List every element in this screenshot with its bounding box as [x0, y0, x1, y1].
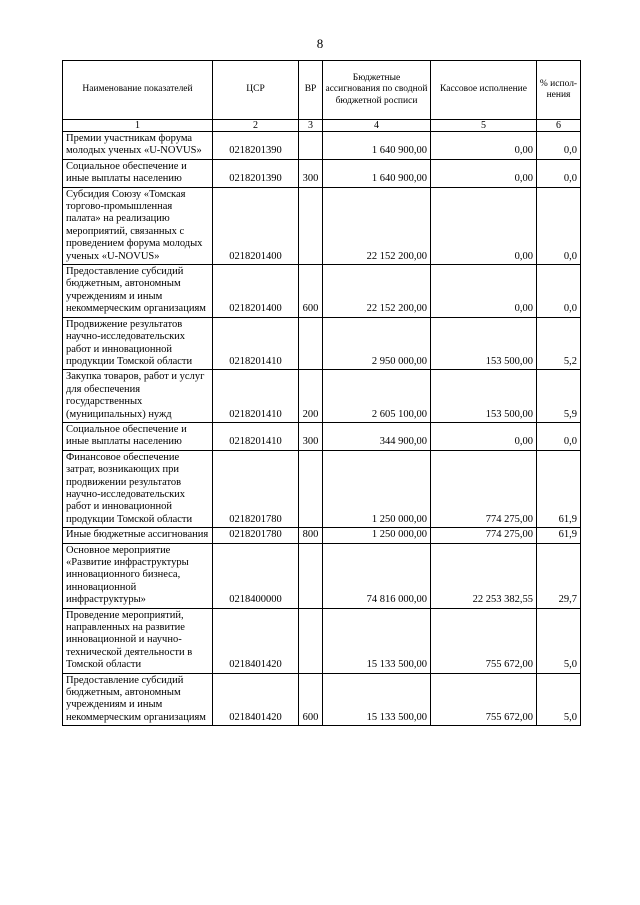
row-budget-cell: 15 133 500,00 — [323, 608, 431, 673]
column-number: 3 — [299, 120, 323, 132]
table-row — [63, 608, 581, 673]
row-budget-cell: 22 152 200,00 — [323, 187, 431, 264]
row-vr-cell: 600 — [299, 673, 323, 726]
column-number: 5 — [431, 120, 537, 132]
row-csr-cell: 0218201390 — [213, 132, 299, 160]
column-number: 6 — [537, 120, 581, 132]
row-vr-cell — [299, 132, 323, 160]
row-budget-cell: 74 816 000,00 — [323, 543, 431, 608]
column-number-row — [63, 120, 581, 132]
row-percent-cell: 61,9 — [537, 528, 581, 543]
header-csr: ЦСР — [213, 61, 299, 120]
table-row — [63, 132, 581, 160]
row-name-cell: Предоставление субсидий бюджетным, автономным учреждениям и иным некоммерческим организациям — [63, 265, 213, 318]
column-number: 2 — [213, 120, 299, 132]
row-csr-cell: 0218201410 — [213, 317, 299, 370]
row-budget-cell: 344 900,00 — [323, 422, 431, 450]
row-name-cell: Проведение мероприятий, направленных на развитие инновационной и научно-технической деятельности в Томской области — [63, 608, 213, 673]
table-row — [63, 159, 581, 187]
row-budget-cell: 1 250 000,00 — [323, 528, 431, 543]
row-csr-cell: 0218201400 — [213, 187, 299, 264]
table-row — [63, 317, 581, 370]
row-vr-cell — [299, 187, 323, 264]
table-row — [63, 422, 581, 450]
row-csr-cell: 0218201400 — [213, 265, 299, 318]
row-cash-cell: 0,00 — [431, 187, 537, 264]
row-budget-cell: 2 950 000,00 — [323, 317, 431, 370]
row-csr-cell: 0218201780 — [213, 450, 299, 527]
row-percent-cell: 0,0 — [537, 132, 581, 160]
column-number: 1 — [63, 120, 213, 132]
row-cash-cell: 153 500,00 — [431, 370, 537, 423]
header-vr: ВР — [299, 61, 323, 120]
row-csr-cell: 0218201780 — [213, 528, 299, 543]
row-csr-cell: 0218400000 — [213, 543, 299, 608]
table-row — [63, 265, 581, 318]
row-percent-cell: 5,0 — [537, 673, 581, 726]
row-percent-cell: 61,9 — [537, 450, 581, 527]
row-percent-cell: 29,7 — [537, 543, 581, 608]
table-row — [63, 543, 581, 608]
row-cash-cell: 0,00 — [431, 132, 537, 160]
header-cash: Кассовое исполнение — [431, 61, 537, 120]
column-number: 4 — [323, 120, 431, 132]
row-cash-cell: 774 275,00 — [431, 450, 537, 527]
row-percent-cell: 0,0 — [537, 265, 581, 318]
table-row — [63, 450, 581, 527]
header-name: Наименование показателей — [63, 61, 213, 120]
row-percent-cell: 5,2 — [537, 317, 581, 370]
header-budget: Бюджетные ассигнования по сводной бюджетной росписи — [323, 61, 431, 120]
row-cash-cell: 153 500,00 — [431, 317, 537, 370]
budget-execution-table — [62, 60, 581, 726]
row-cash-cell: 755 672,00 — [431, 673, 537, 726]
row-percent-cell: 0,0 — [537, 159, 581, 187]
row-name-cell: Субсидия Союзу «Томская торгово-промышленная палата» на реализацию мероприятий, связанных с проведением форума молодых ученых «U-NOVUS» — [63, 187, 213, 264]
row-vr-cell: 300 — [299, 422, 323, 450]
row-name-cell: Премии участникам форума молодых ученых «U-NOVUS» — [63, 132, 213, 160]
row-name-cell: Основное мероприятие «Развитие инфраструктуры инновационного бизнеса, инновационной инфраструктуры» — [63, 543, 213, 608]
row-name-cell: Иные бюджетные ассигнования — [63, 528, 213, 543]
page-number: 8 — [316, 36, 324, 51]
table-row — [63, 528, 581, 543]
row-csr-cell: 0218201390 — [213, 159, 299, 187]
row-cash-cell: 0,00 — [431, 159, 537, 187]
row-name-cell: Финансовое обеспечение затрат, возникающих при продвижении результатов научно-исследовательских работ и инновационной продукции Томской области — [63, 450, 213, 527]
row-name-cell: Продвижение результатов научно-исследовательских работ и инновационной продукции Томской области — [63, 317, 213, 370]
row-budget-cell: 22 152 200,00 — [323, 265, 431, 318]
row-vr-cell — [299, 543, 323, 608]
row-name-cell: Социальное обеспечение и иные выплаты населению — [63, 159, 213, 187]
table-row — [63, 370, 581, 423]
row-cash-cell: 774 275,00 — [431, 528, 537, 543]
row-budget-cell: 2 605 100,00 — [323, 370, 431, 423]
row-vr-cell: 800 — [299, 528, 323, 543]
row-budget-cell: 1 640 900,00 — [323, 159, 431, 187]
row-csr-cell: 0218401420 — [213, 673, 299, 726]
row-vr-cell — [299, 608, 323, 673]
row-budget-cell: 1 250 000,00 — [323, 450, 431, 527]
row-name-cell: Предоставление субсидий бюджетным, автономным учреждениям и иным некоммерческим организациям — [63, 673, 213, 726]
row-vr-cell — [299, 317, 323, 370]
row-percent-cell: 5,0 — [537, 608, 581, 673]
row-name-cell: Социальное обеспечение и иные выплаты населению — [63, 422, 213, 450]
row-percent-cell: 0,0 — [537, 187, 581, 264]
row-name-cell: Закупка товаров, работ и услуг для обеспечения государственных (муниципальных) нужд — [63, 370, 213, 423]
row-vr-cell: 600 — [299, 265, 323, 318]
row-cash-cell: 0,00 — [431, 422, 537, 450]
row-vr-cell: 200 — [299, 370, 323, 423]
row-cash-cell: 0,00 — [431, 265, 537, 318]
header-row — [63, 61, 581, 120]
row-cash-cell: 755 672,00 — [431, 608, 537, 673]
row-budget-cell: 15 133 500,00 — [323, 673, 431, 726]
row-cash-cell: 22 253 382,55 — [431, 543, 537, 608]
table-row — [63, 673, 581, 726]
table-row — [63, 187, 581, 264]
header-percent: % испол-нения — [537, 61, 581, 120]
row-csr-cell: 0218401420 — [213, 608, 299, 673]
row-csr-cell: 0218201410 — [213, 422, 299, 450]
row-vr-cell: 300 — [299, 159, 323, 187]
row-budget-cell: 1 640 900,00 — [323, 132, 431, 160]
row-vr-cell — [299, 450, 323, 527]
row-csr-cell: 0218201410 — [213, 370, 299, 423]
row-percent-cell: 5,9 — [537, 370, 581, 423]
row-percent-cell: 0,0 — [537, 422, 581, 450]
